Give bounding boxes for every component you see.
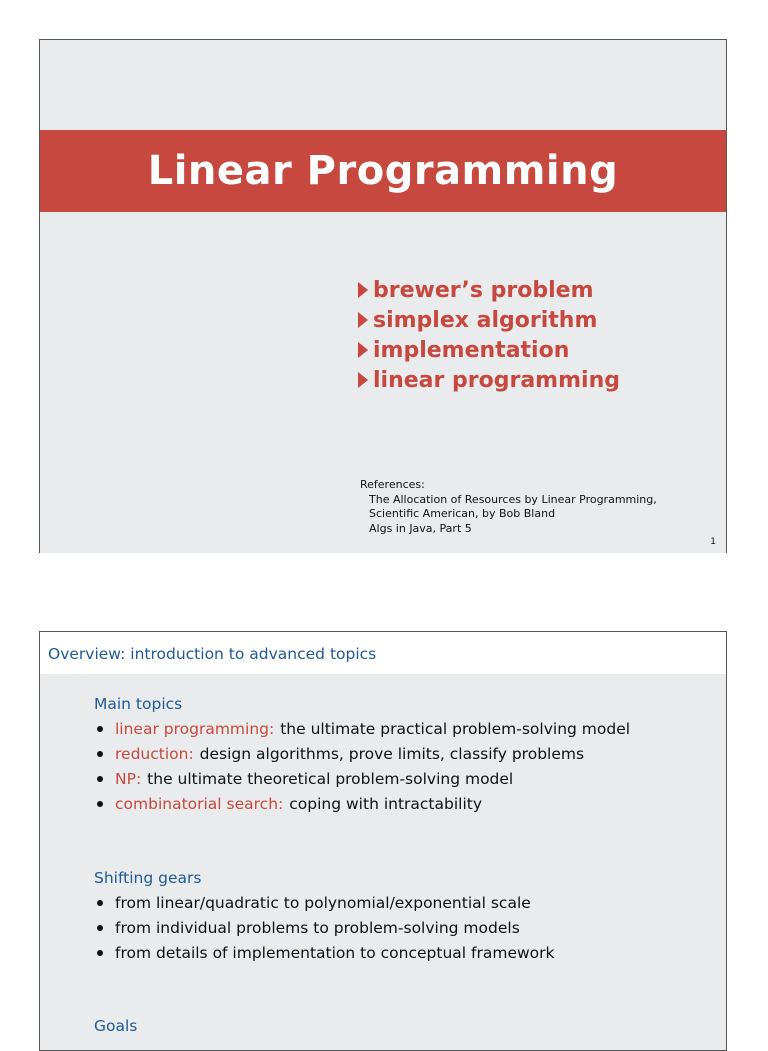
list-item — [94, 741, 630, 766]
list-item-text: from individual problems to problem-solving models — [115, 918, 520, 937]
list-item-text: from linear/quadratic to polynomial/exponential scale — [115, 893, 531, 912]
bullet-icon — [97, 900, 103, 906]
list-item-text: from details of implementation to conceptual framework — [115, 943, 555, 962]
topic-keyword: combinatorial search: — [115, 794, 284, 813]
title-slide — [39, 39, 727, 553]
slide-title: Linear Programming — [147, 148, 619, 194]
reference-line: Algs in Java, Part 5 — [369, 521, 472, 535]
triangle-bullet-icon — [358, 372, 368, 388]
topic-description: coping with intractability — [289, 794, 483, 813]
slide-heading: Overview: introduction to advanced topics — [48, 645, 377, 663]
reference-line: Scientific American, by Bob Bland — [369, 507, 556, 520]
page-number: 1 — [710, 537, 716, 547]
reference-line: The Allocation of Resources by Linear Programming, — [369, 492, 657, 506]
triangle-bullet-icon — [358, 282, 368, 298]
main-topics-list — [94, 716, 630, 816]
topic-item — [358, 335, 620, 365]
references-block — [360, 478, 657, 536]
references-label: References: — [360, 478, 425, 491]
list-item — [94, 791, 630, 816]
topic-label: implementation — [373, 337, 570, 363]
shifting-gears-title: Shifting gears — [94, 869, 202, 887]
topic-item — [358, 275, 620, 305]
goals-title: Goals — [94, 1017, 138, 1035]
shifting-gears-list — [94, 890, 555, 965]
title-band — [40, 130, 726, 212]
topic-label: linear programming — [373, 367, 620, 393]
topic-description: the ultimate practical problem-solving model — [280, 719, 631, 738]
topic-item — [358, 365, 620, 395]
topic-keyword: NP: — [115, 769, 142, 788]
bullet-icon — [97, 726, 103, 732]
bullet-icon — [97, 950, 103, 956]
slide-header — [40, 632, 726, 674]
topic-description: design algorithms, prove limits, classify problems — [199, 744, 585, 763]
topic-list — [358, 275, 620, 395]
topic-keyword: linear programming: — [115, 719, 275, 738]
bullet-icon — [97, 751, 103, 757]
list-item — [94, 766, 630, 791]
topic-label: simplex algorithm — [373, 307, 598, 333]
topic-item — [358, 305, 620, 335]
list-item — [94, 915, 555, 940]
bullet-icon — [97, 801, 103, 807]
overview-slide — [39, 631, 727, 1051]
main-topics-title: Main topics — [94, 695, 183, 713]
bullet-icon — [97, 776, 103, 782]
topic-keyword: reduction: — [115, 744, 194, 763]
topic-description: the ultimate theoretical problem-solving model — [147, 769, 514, 788]
topic-label: brewer’s problem — [373, 277, 594, 303]
list-item — [94, 716, 630, 741]
list-item — [94, 890, 555, 915]
bullet-icon — [97, 925, 103, 931]
list-item — [94, 940, 555, 965]
triangle-bullet-icon — [358, 342, 368, 358]
triangle-bullet-icon — [358, 312, 368, 328]
